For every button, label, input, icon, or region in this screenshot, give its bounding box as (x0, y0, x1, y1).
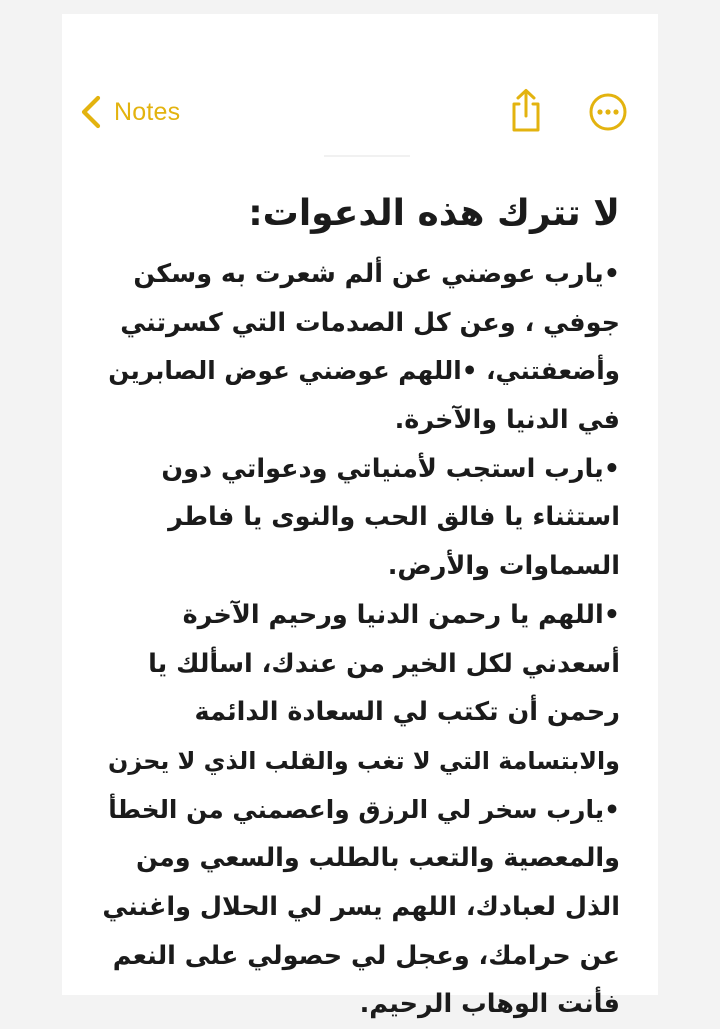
note-line: وأضعفتني، •اللهم عوضني عوض الصابرين (108, 356, 620, 386)
note-line: استثناء يا فالق الحب والنوى يا فاطر (168, 502, 620, 533)
note-line: •يارب سخر لي الرزق واعصمني من الخطأ (108, 794, 620, 824)
ellipsis-circle-icon (588, 92, 628, 132)
note-line: •يارب عوضني عن ألم شعرت به وسكن (133, 259, 620, 289)
note-line: والمعصية والتعب بالطلب والسعي ومن (136, 843, 620, 874)
note-title: لا تترك هذه الدعوات: (248, 193, 620, 234)
note-line: رحمن أن تكتب لي السعادة الدائمة (194, 697, 620, 728)
back-button-label: Notes (114, 97, 181, 126)
note-line: عن حرامك، وعجل لي حصولي على النعم (112, 940, 620, 971)
more-options-button[interactable] (588, 92, 628, 132)
note-line: السماوات والأرض. (387, 551, 620, 582)
note-line: فأنت الوهاب الرحيم. (359, 989, 620, 1020)
note-line: الذل لعبادك، اللهم يسر لي الحلال واغنني (102, 891, 620, 922)
chevron-left-icon (78, 95, 104, 129)
note-body (100, 250, 620, 1029)
note-line: والابتسامة التي لا تغب والقلب الذي لا يحزن (108, 746, 620, 775)
note-content[interactable] (100, 178, 620, 1029)
note-line: أسعدني لكل الخير من عندك، اسألك يا (148, 648, 620, 679)
header-divider (324, 155, 410, 157)
note-line: •يارب استجب لأمنياتي ودعواتي دون (161, 453, 620, 484)
note-line: جوفي ، وعن كل الصدمات التي كسرتني (120, 307, 620, 338)
share-button[interactable] (506, 88, 546, 134)
back-button[interactable] (78, 90, 180, 134)
note-line: في الدنيا والآخرة. (394, 405, 620, 436)
navigation-bar (0, 0, 720, 170)
share-icon (506, 88, 546, 134)
note-line: •اللهم يا رحمن الدنيا ورحيم الآخرة (182, 599, 620, 630)
